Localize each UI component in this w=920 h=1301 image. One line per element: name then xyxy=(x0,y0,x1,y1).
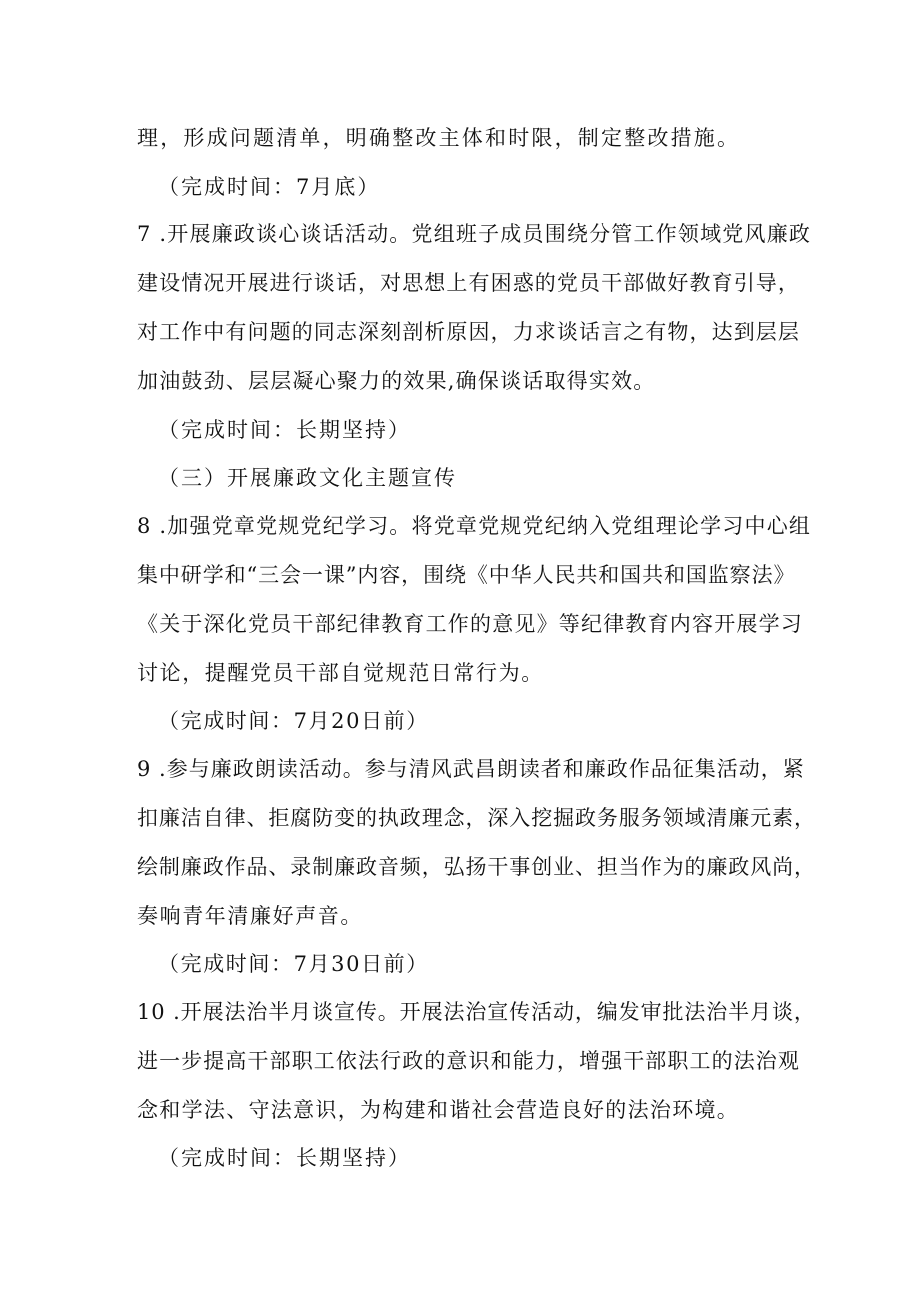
text-line: 奏响青年清廉好声音。 xyxy=(137,904,363,928)
text-line: 加油鼓劲、层层凝心聚力的效果,确保谈话取得实效。 xyxy=(137,369,656,393)
text-line: （完成时间：7月30日前） xyxy=(158,952,429,976)
text-line: 进一步提高干部职工依法行政的意识和能力，增强干部职工的法治观 xyxy=(137,1049,800,1073)
text-line: （完成时间：7月底） xyxy=(158,175,381,199)
text-line: 7 .开展廉政谈心谈话活动。党组班子成员围绕分管工作领域党风廉政 xyxy=(137,222,812,246)
text-line: （完成时间：长期坚持） xyxy=(158,1146,411,1170)
text-line: 念和学法、守法意识，为构建和谐社会营造良好的法治环境。 xyxy=(137,1098,740,1122)
text-line: 10 .开展法治半月谈宣传。开展法治宣传活动，编发审批法治半月谈， xyxy=(137,1000,816,1024)
text-line: （三）开展廉政文化主题宣传 xyxy=(158,466,457,490)
text-line: 对工作中有问题的同志深刻剖析原因，力求谈话言之有物，达到层层 xyxy=(137,320,800,344)
text-line: 建设情况开展进行谈话，对思想上有困惑的党员干部做好教育引导， xyxy=(137,271,800,295)
text-line: 9 .参与廉政朗读活动。参与清风武昌朗读者和廉政作品征集活动，紧 xyxy=(137,757,805,781)
text-line: 8 .加强党章党规党纪学习。将党章党规党纪纳入党组理论学习中心组 xyxy=(137,514,812,538)
text-line: 扣廉洁自律、拒腐防变的执政理念，深入挖掘政务服务领域清廉元素， xyxy=(137,806,816,830)
text-line: 讨论，提醒党员干部自觉规范日常行为。 xyxy=(137,661,544,685)
text-line: 理，形成问题清单，明确整改主体和时限，制定整改措施。 xyxy=(137,126,741,150)
text-line: 集中研学和“三会一课”内容，围绕《中华人民共和国共和国监察法》 xyxy=(137,563,796,587)
text-line: （完成时间：7月20日前） xyxy=(158,709,429,733)
text-line: 《关于深化党员干部纪律教育工作的意见》等纪律教育内容开展学习 xyxy=(137,612,803,636)
text-line: 绘制廉政作品、录制廉政音频，弘扬干事创业、担当作为的廉政风尚， xyxy=(137,855,816,879)
text-line: （完成时间：长期坚持） xyxy=(158,418,411,442)
